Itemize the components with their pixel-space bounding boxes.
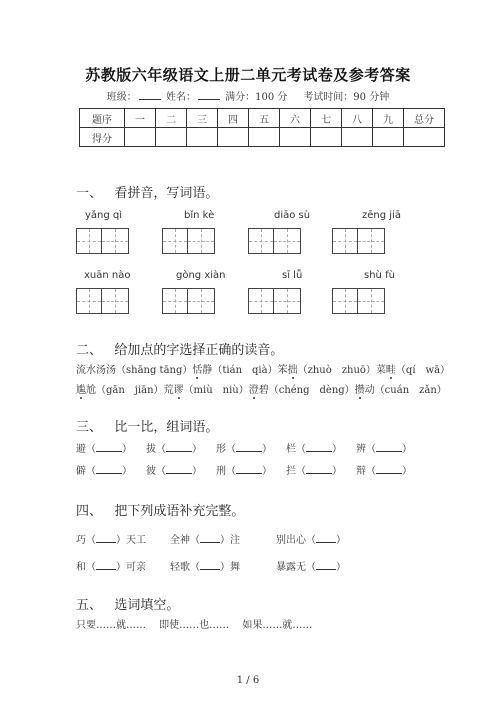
section-title: 比一比，组词语。 — [114, 420, 219, 435]
class-blank[interactable] — [139, 90, 161, 100]
score-cell[interactable] — [342, 128, 373, 147]
reading-line-2: 尴尬（gān jiān）荒谬（miù niù）澄碧（chéng dèng）攒动（cuán zǎn） — [76, 385, 447, 396]
compare-item[interactable]: 拦（ ） — [286, 466, 342, 477]
row-label: 得分 — [80, 128, 125, 147]
pinyin-5: xuān nào — [84, 270, 131, 281]
compare-item[interactable]: 栏（ ） — [286, 444, 342, 455]
page-number: 1 / 6 — [236, 675, 260, 686]
section-title: 把下列成语补充完整。 — [114, 504, 245, 519]
word-choices: 只要……就…… 即使……也…… 如果……就…… — [76, 620, 313, 631]
class-label: 班级： — [106, 92, 137, 103]
section-number: 三、 — [76, 420, 103, 435]
section-number: 五、 — [76, 598, 103, 613]
score-cell[interactable] — [187, 128, 218, 147]
header-cell: 六 — [280, 109, 311, 128]
section-number: 一、 — [76, 186, 103, 201]
pinyin-4: zēng jiā — [362, 210, 401, 221]
section-number: 二、 — [76, 343, 103, 358]
header-cell: 九 — [373, 109, 404, 128]
idiom-item[interactable]: 全神（ ）注 — [170, 535, 240, 546]
score-cell[interactable] — [125, 128, 156, 147]
score-cell[interactable] — [404, 128, 445, 147]
score-cell[interactable] — [249, 128, 280, 147]
pinyin-2: bǐn kè — [184, 210, 215, 221]
section-title: 选词填空。 — [114, 598, 180, 613]
page-title: 苏教版六年级语文上册二单元考试卷及参考答案 — [85, 66, 411, 84]
writing-grid[interactable] — [332, 288, 385, 314]
pinyin-7: sī lǚ — [282, 270, 303, 281]
compare-item[interactable]: 彼（ ） — [146, 466, 202, 477]
header-cell: 三 — [187, 109, 218, 128]
writing-grid[interactable] — [76, 288, 129, 314]
section-4-heading — [76, 500, 244, 519]
reading-line-1: 流水汤汤（shāng tāng）恬静（tián qià）笨拙（zhuò zhuō）菜畦（qí wā） — [76, 365, 451, 376]
compare-item[interactable]: 僻（ ） — [76, 466, 132, 477]
header-cell: 题序 — [80, 109, 125, 128]
name-blank[interactable] — [198, 90, 220, 100]
header-cell: 总分 — [404, 109, 445, 128]
pinyin-6: gòng xiàn — [176, 270, 226, 281]
header-cell: 七 — [311, 109, 342, 128]
idiom-item[interactable]: 暴露无（ ） — [276, 562, 346, 573]
compare-item[interactable]: 拔（ ） — [146, 444, 202, 455]
score-table — [79, 108, 445, 147]
idiom-item[interactable]: 巧（ ）天工 — [76, 535, 146, 546]
compare-item[interactable]: 避（ ） — [76, 444, 132, 455]
writing-grid[interactable] — [248, 228, 301, 254]
writing-grid[interactable] — [162, 288, 215, 314]
score-cell[interactable] — [373, 128, 404, 147]
writing-grid[interactable] — [332, 228, 385, 254]
section-5-heading — [76, 594, 179, 613]
writing-grid[interactable] — [162, 228, 215, 254]
score-cell[interactable] — [156, 128, 187, 147]
section-2-heading — [76, 339, 283, 358]
name-label: 姓名： — [165, 92, 196, 103]
idiom-item[interactable]: 别出心（ ） — [276, 535, 346, 546]
full-score: 满分：100 分 — [225, 92, 288, 103]
exam-time: 考试时间：90 分钟 — [303, 92, 390, 103]
score-cell[interactable] — [280, 128, 311, 147]
pinyin-8: shù fù — [364, 270, 395, 281]
section-3-heading — [76, 416, 218, 435]
compare-item[interactable]: 形（ ） — [216, 444, 272, 455]
header-cell: 五 — [249, 109, 280, 128]
compare-item[interactable]: 辩（ ） — [356, 466, 412, 477]
section-title: 看拼音，写词语。 — [114, 186, 219, 201]
section-1-heading — [76, 182, 218, 201]
pinyin-3: diāo sù — [274, 210, 311, 221]
compare-item[interactable]: 辨（ ） — [356, 444, 412, 455]
writing-grid[interactable] — [76, 228, 129, 254]
header-cell: 一 — [125, 109, 156, 128]
section-number: 四、 — [76, 504, 103, 519]
header-cell: 八 — [342, 109, 373, 128]
section-title: 给加点的字选择正确的读音。 — [114, 343, 284, 358]
header-cell: 四 — [218, 109, 249, 128]
compare-item[interactable]: 刑（ ） — [216, 466, 272, 477]
idiom-item[interactable]: 和（ ）可亲 — [76, 562, 146, 573]
header-cell: 二 — [156, 109, 187, 128]
writing-grid[interactable] — [248, 288, 301, 314]
score-cell[interactable] — [218, 128, 249, 147]
exam-info — [0, 88, 496, 103]
pinyin-1: yǎng qì — [85, 210, 123, 221]
score-cell[interactable] — [311, 128, 342, 147]
idiom-item[interactable]: 轻歌（ ）舞 — [170, 562, 240, 573]
score-value-row — [80, 128, 445, 147]
score-header-row — [80, 109, 445, 128]
